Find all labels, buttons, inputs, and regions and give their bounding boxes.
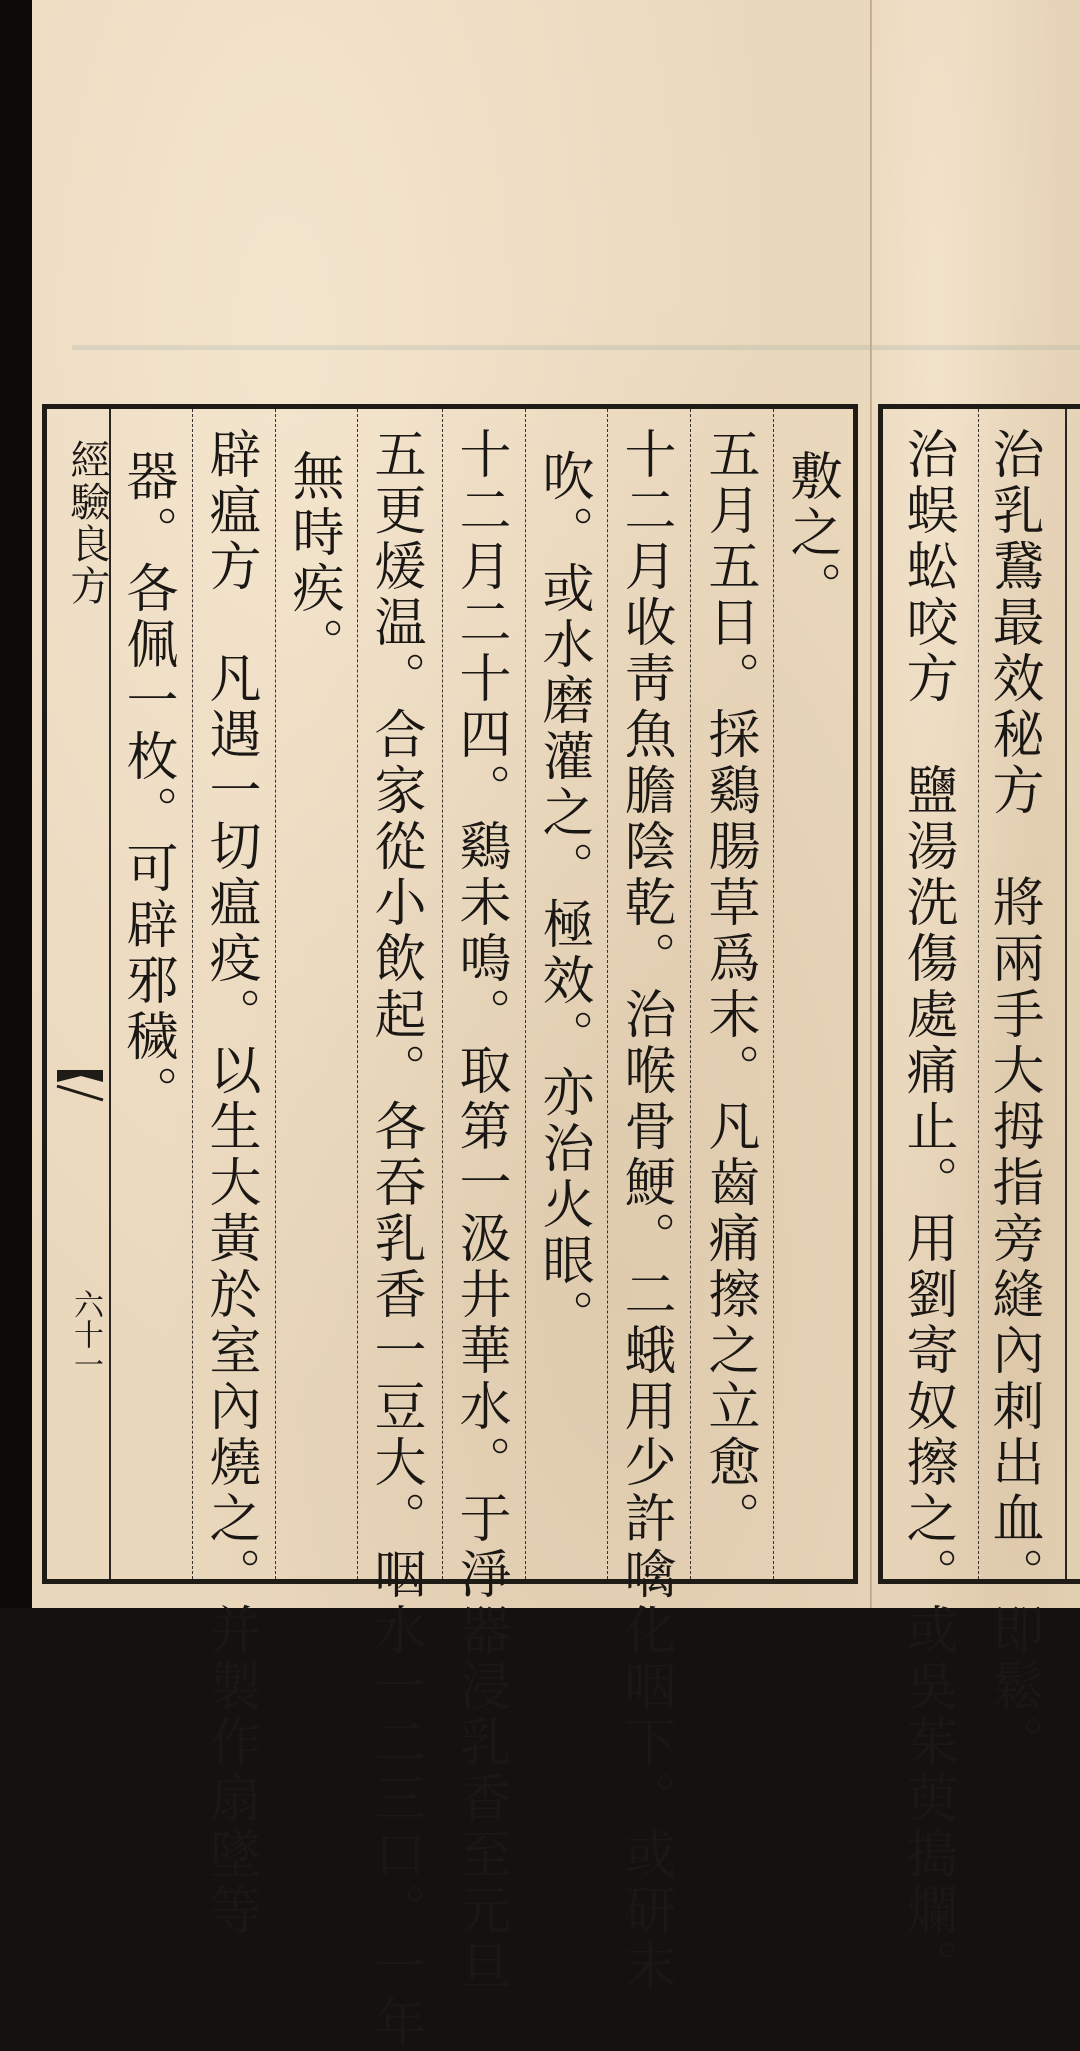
text-column-8: 辟瘟方 凡遇一切瘟疫。以生大黃於室內燒之。并製作扇墜等 (200, 427, 260, 1939)
column-rule (607, 409, 608, 1579)
text-frame-left (42, 404, 858, 2051)
left-page (32, 0, 872, 2051)
column-rule (357, 409, 358, 1579)
scan-background (0, 0, 32, 1608)
book-title: 經驗良方 (64, 439, 110, 607)
text-column-3: 十二月收靑魚膽陰乾。治喉骨鯁。二蛾用少許噙化咽下。或研末 (615, 427, 675, 1995)
text-column-right-1: 治乳鵞最效秘方 將兩手大拇指旁縫內刺出血。即鬆。 (983, 427, 1043, 1771)
right-page (872, 0, 1080, 1995)
column-rule (773, 409, 774, 1579)
blank-upper-margin (32, 0, 872, 398)
column-rule (690, 409, 691, 1579)
fishtail-mark-icon (55, 1064, 105, 1104)
paper-bleed-mark (72, 345, 872, 350)
text-frame-right (878, 404, 1080, 1995)
text-column-4: 吹。或水磨灌之。極效。亦治火眼。 (533, 449, 593, 1345)
column-rule (192, 409, 193, 1579)
column-rule (525, 409, 526, 1579)
text-column-1: 敷之。 (781, 449, 841, 617)
text-column-2: 五月五日。採鷄腸草爲末。凡齒痛擦之立愈。 (699, 427, 759, 1547)
text-column-6: 五更煖温。合家從小飲起。各吞乳香一豆大。咽水一二三口。一年 (365, 427, 425, 2051)
text-column-7: 無時疾。 (283, 449, 343, 673)
column-rule (275, 409, 276, 1579)
column-rule (978, 409, 979, 1579)
column-rule (1065, 409, 1067, 1579)
text-column-right-2: 治蜈蚣咬方 鹽湯洗傷處痛止。用劉寄奴擦之。或吳茱萸搗爛。 (897, 427, 957, 1995)
text-column-9: 器。各佩一枚。可辟邪穢。 (117, 449, 177, 1121)
paper-bleed-mark (872, 345, 1080, 350)
column-rule (442, 409, 443, 1579)
page-number: 六十一 (68, 1289, 103, 1379)
text-column-5: 十二月二十四。鷄未鳴。取第一汲井華水。于淨器浸乳香至元旦 (450, 427, 510, 1995)
